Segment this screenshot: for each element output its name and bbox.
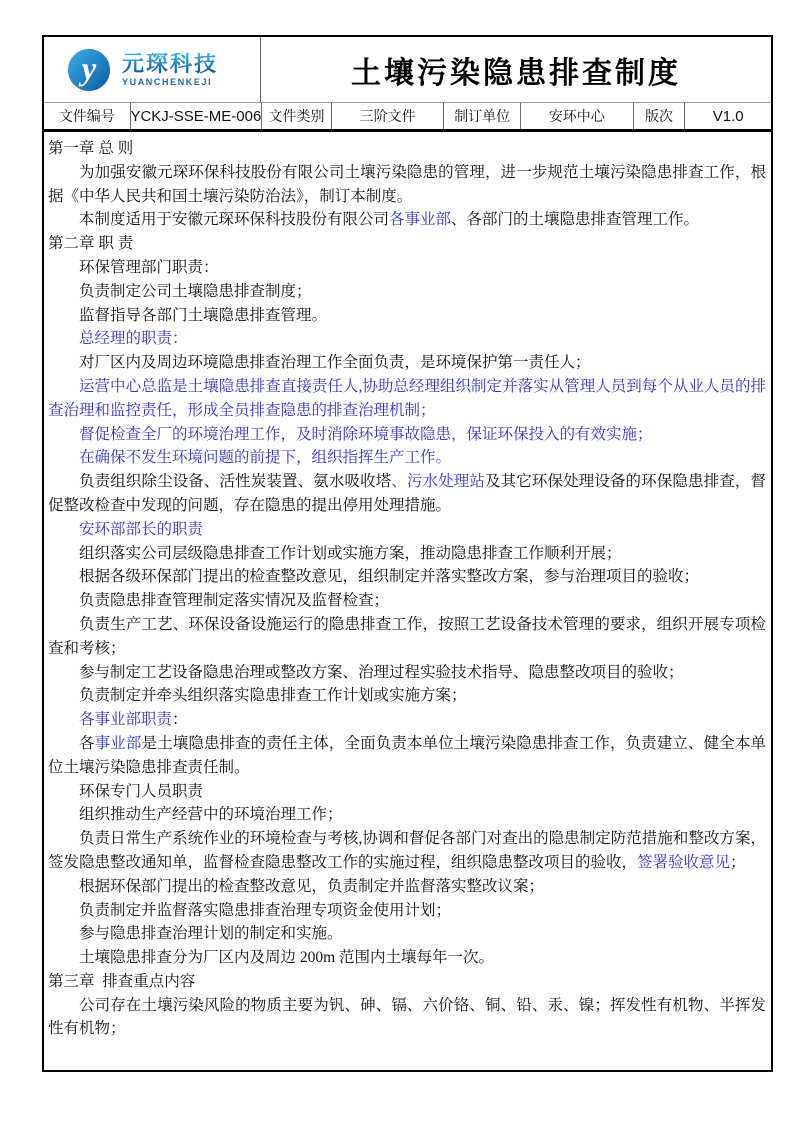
paragraph xyxy=(48,613,766,661)
paragraph xyxy=(48,208,766,232)
text-segment: 根据各级环保部门提出的检查整改意见，组织制定并落实整改方案，参与治理项目的验收； xyxy=(79,568,700,586)
document-title: 土壤污染隐患排查制度 xyxy=(351,56,681,90)
text-segment: 负责生产工艺、环保设备设施运行的隐患排查工作，按照工艺设备技术管理的要求，组织开展专项检查和考核； xyxy=(48,615,766,657)
paragraph xyxy=(48,803,766,827)
paragraph xyxy=(48,780,766,804)
brand-text xyxy=(122,50,219,87)
paragraph xyxy=(48,280,766,304)
paragraph xyxy=(48,732,766,780)
text-segment: 事业部 xyxy=(94,734,142,752)
text-segment: 、污水处理站 xyxy=(391,473,486,491)
paragraph xyxy=(48,470,766,518)
text-segment: 环保管理部门职责： xyxy=(79,258,219,276)
paragraph xyxy=(48,327,766,351)
paragraph xyxy=(48,542,766,566)
title-cell xyxy=(261,37,771,102)
paragraph xyxy=(48,423,766,447)
text-segment: 环保专门人员职责 xyxy=(79,782,204,800)
document-body xyxy=(44,132,771,1041)
text-segment: 负责日常生产系统作业的环境检查与考核,协调和督促各部门对查出的隐患制定防范措施和整改方案，签发隐患整改通知单，监督检查隐患整改工作的实施过程，组织隐患整改项目的验收， xyxy=(48,830,766,871)
meta-label: 文件编号 xyxy=(58,110,115,125)
text-segment: 督促检查全厂的环境治理工作，及时消除环境事故隐患，保证环保投入的有效实施； xyxy=(79,425,653,443)
paragraph xyxy=(48,161,766,209)
section-heading xyxy=(48,137,766,161)
paragraph xyxy=(48,351,766,375)
paragraph xyxy=(48,684,766,708)
paragraph xyxy=(48,994,766,1042)
paragraph xyxy=(48,304,766,328)
document xyxy=(42,35,773,1072)
text-segment: 负责隐患排查管理制定落实情况及监督检查； xyxy=(79,592,390,610)
paragraph xyxy=(48,875,766,899)
text-segment: ： xyxy=(172,711,188,729)
text-segment: 总经理的职责： xyxy=(79,330,188,348)
document-header xyxy=(44,37,771,103)
text-segment: 土壤隐患排查分为厂区内及周边 200m 范围内土壤每年一次。 xyxy=(79,949,495,967)
paragraph xyxy=(48,565,766,589)
paragraph xyxy=(48,899,766,923)
section-heading xyxy=(48,232,766,256)
brand-name-cn: 元琛科技 xyxy=(122,50,219,76)
paragraph xyxy=(48,446,766,470)
text-segment: 负责制定公司土壤隐患排查制度； xyxy=(79,282,312,300)
section-heading xyxy=(48,970,766,994)
text-segment: 参与隐患排查治理计划的制定和实施。 xyxy=(79,925,343,943)
text-segment: 运营中心总监是土壤隐患排查直接责任人,协助总经理组织制定并落实从管理人员到每个从业人员的排查治理和监控责任，形成全员排查隐患的排查治理机制； xyxy=(48,377,766,419)
paragraph xyxy=(48,661,766,685)
text-segment: 各 xyxy=(79,734,95,752)
meta-value: 三阶文件 xyxy=(331,103,444,129)
text-segment: 对厂区内及周边环境隐患排查治理工作全面负责，是环境保护第一责任人； xyxy=(79,354,591,372)
text-segment: 组织落实公司层级隐患排查工作计划或实施方案，推动隐患排查工作顺利开展； xyxy=(79,544,622,562)
logo xyxy=(44,37,261,102)
text-segment: 监督指导各部门土壤隐患排查管理。 xyxy=(79,306,328,324)
meta-value: YCKJ-SSE-ME-006 xyxy=(130,103,261,129)
paragraph xyxy=(48,256,766,280)
text-segment: 第一章 总 则 xyxy=(48,140,134,157)
paragraph xyxy=(48,922,766,946)
text-segment: 组织推动生产经营中的环境治理工作； xyxy=(79,806,343,824)
meta-value: V1.0 xyxy=(684,103,771,129)
meta-label: 制订单位 xyxy=(443,103,520,129)
text-segment: 参与制定工艺设备隐患治理或整改方案、治理过程实验技术指导、隐患整改项目的验收； xyxy=(79,663,684,681)
text-segment: 、各部门的土壤隐患排查管理工作。 xyxy=(451,211,700,229)
meta-table xyxy=(44,103,771,132)
text-segment: 负责制定并牵头组织落实隐患排查工作计划或实施方案； xyxy=(79,687,467,705)
text-segment: 各事业部 xyxy=(389,211,452,229)
svg-text:y: y xyxy=(81,51,97,88)
company-logo-icon xyxy=(66,47,112,93)
text-segment: 第三章 排查重点内容 xyxy=(48,972,196,990)
text-segment: ； xyxy=(730,853,746,871)
brand-name-en: YUANCHENKEJI xyxy=(122,76,213,87)
text-segment: 负责组织除尘设备、活性炭装置、氨水吸收塔 xyxy=(79,473,392,491)
paragraph xyxy=(48,518,766,542)
meta-value: 安环中心 xyxy=(520,103,633,129)
paragraph xyxy=(48,375,766,423)
paragraph xyxy=(48,946,766,970)
text-segment: 为加强安徽元琛环保科技股份有限公司土壤污染隐患的管理，进一步规范土壤污染隐患排查工作，根据《中华人民共和国土壤污染防治法》，制订本制度。 xyxy=(48,163,766,205)
text-segment: 公司存在土壤污染风险的物质主要为钒、砷、镉、六价铬、铜、铅、汞、镍；挥发性有机物、半挥发性有机物； xyxy=(48,996,766,1038)
meta-label: 文件类别 xyxy=(261,103,331,129)
text-segment: 根据环保部门提出的检查整改意见，负责制定并监督落实整改议案； xyxy=(79,877,545,895)
text-segment: 安环部部长的职责 xyxy=(79,520,204,538)
text-segment: 负责制定并监督落实隐患排查治理专项资金使用计划； xyxy=(79,901,452,919)
paragraph xyxy=(48,708,766,732)
text-segment: 是土壤隐患排查的责任主体，全面负责本单位土壤污染隐患排查工作，负责建立、健全本单位土壤污染隐患排查责任制。 xyxy=(48,734,766,776)
text-segment: 签署验收意见 xyxy=(637,853,731,871)
text-segment: 及其它环保处理设备的环保隐患排查，督促整改检查中发现的问题，存在隐患的提出停用处理措施。 xyxy=(48,473,766,514)
meta-label: 版次 xyxy=(633,103,685,129)
text-segment: 本制度适用于安徽元琛环保科技股份有限公司 xyxy=(79,211,390,229)
text-segment: 在确保不发生环境问题的前提下，组织指挥生产工作。 xyxy=(79,449,452,467)
text-segment: 第二章 职 责 xyxy=(48,235,134,253)
text-segment: 各事业部职责 xyxy=(79,711,173,729)
paragraph xyxy=(48,589,766,613)
paragraph xyxy=(48,827,766,875)
